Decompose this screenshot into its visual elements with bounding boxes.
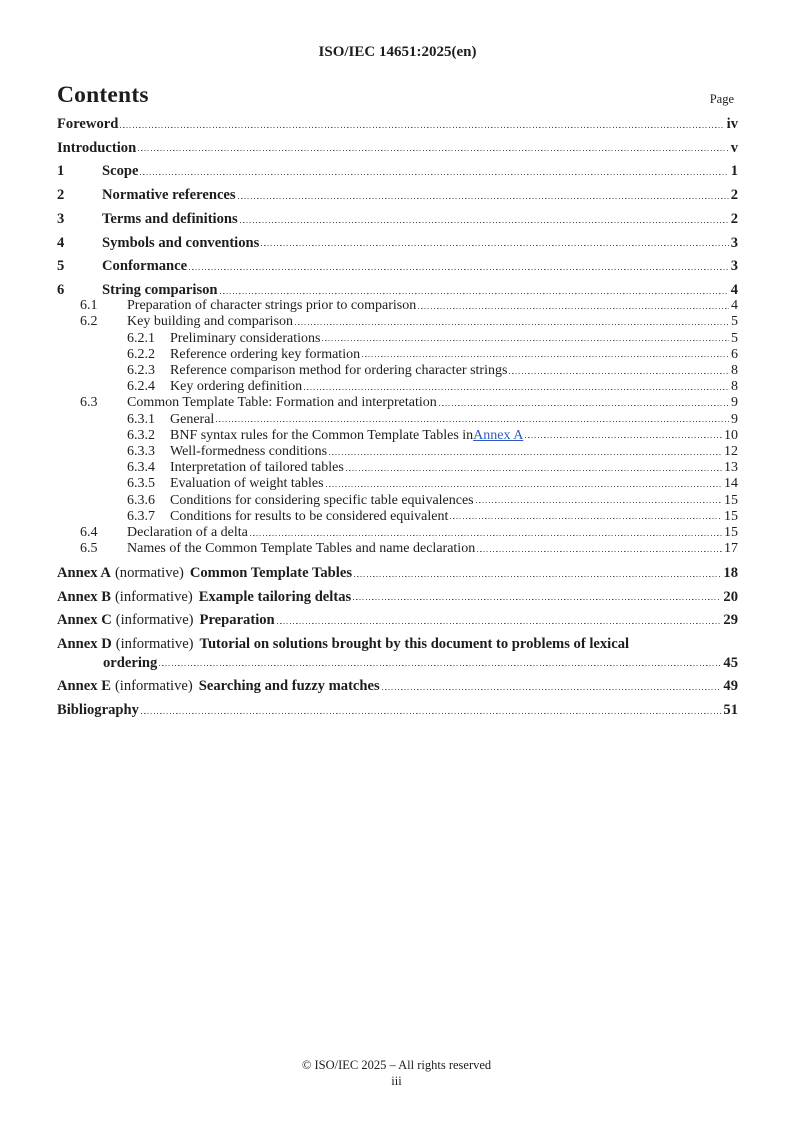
toc-entry[interactable] (57, 331, 738, 347)
toc-entry-number: 6.3.2 (127, 427, 155, 443)
toc-entry-title: Conditions for results to be considered equivalent (170, 508, 449, 524)
toc-entry-title: Interpretation of tailored tables (170, 460, 344, 476)
toc-entry-number: 6.4 (80, 524, 98, 540)
annex-label: Annex E (57, 678, 111, 695)
toc-entry-page: 12 (724, 443, 738, 459)
toc-entry-title: Preparation of character strings prior to comparison (127, 298, 417, 314)
toc-entry-number: 6.3.5 (127, 476, 155, 492)
page-footer (0, 1057, 793, 1089)
toc-entry-number: 6.3.3 (127, 443, 155, 459)
toc-entry-page: 2 (730, 187, 738, 204)
table-of-contents (57, 116, 738, 718)
toc-entry-number: 4 (57, 234, 65, 251)
toc-entry-page: 9 (731, 395, 738, 411)
toc-entry-page: 49 (723, 678, 738, 695)
toc-entry-title: Conformance (102, 258, 188, 275)
toc-entry-page: 6 (731, 346, 738, 362)
dotted-leader (240, 219, 729, 223)
toc-entry[interactable] (57, 347, 738, 363)
toc-entry-title: Names of the Common Template Tables and name declaration (127, 541, 476, 557)
dotted-leader (346, 467, 722, 471)
annex-label: Annex B (57, 588, 111, 605)
toc-entry-page: 5 (731, 314, 738, 330)
toc-entry-page: 4 (731, 298, 738, 314)
toc-entry-annex[interactable] (57, 678, 738, 694)
annex-kind-label: (informative) (114, 588, 193, 605)
dotted-leader (353, 597, 721, 601)
toc-entry[interactable] (57, 163, 738, 179)
toc-entry[interactable] (57, 282, 738, 298)
toc-entry-page: 45 (723, 654, 738, 671)
toc-entry[interactable] (57, 412, 738, 428)
dotted-leader (477, 548, 722, 552)
toc-entry-title: Preparation (199, 612, 275, 629)
toc-entry-page: 9 (731, 411, 738, 427)
toc-entry-title: Terms and definitions (102, 210, 238, 227)
annex-kind-label: (normative) (114, 564, 184, 581)
toc-entry-page: 1 (730, 163, 738, 180)
toc-entry-annex-continuation[interactable] (57, 655, 738, 671)
dotted-leader (141, 710, 721, 714)
toc-entry-title: Introduction (57, 139, 137, 156)
toc-entry-number: 6.2.3 (127, 362, 155, 378)
toc-entry-title: Symbols and conventions (102, 234, 260, 251)
toc-entry[interactable] (57, 298, 738, 314)
contents-heading: Contents (57, 82, 149, 108)
toc-entry-page: 17 (724, 541, 738, 557)
toc-entry-annex[interactable] (57, 589, 738, 605)
dotted-leader (159, 663, 721, 667)
toc-entry-title: Reference ordering key formation (170, 346, 361, 362)
toc-entry-title: General (170, 411, 215, 427)
toc-entry[interactable] (57, 476, 738, 492)
toc-entry[interactable] (57, 444, 738, 460)
dotted-leader (509, 370, 729, 374)
dotted-leader (120, 124, 724, 128)
toc-entry-page: 10 (724, 427, 738, 443)
toc-entry-title: Common Template Tables (189, 564, 353, 581)
dotted-leader (140, 171, 728, 175)
toc-entry-number: 6.2.2 (127, 346, 155, 362)
toc-entry-number: 6.1 (80, 298, 98, 314)
toc-entry-page: 15 (724, 524, 738, 540)
toc-entry-number: 2 (57, 187, 65, 204)
toc-entry-number: 6.3.7 (127, 508, 155, 524)
toc-entry-title: Well-formedness conditions (170, 443, 328, 459)
toc-entry-page: 15 (724, 492, 738, 508)
toc-entry-number: 6 (57, 281, 65, 298)
dotted-leader (189, 266, 729, 270)
dotted-leader (362, 354, 729, 358)
toc-entry-number: 1 (57, 163, 65, 180)
dotted-leader (354, 573, 721, 577)
toc-entry-title: Conditions for considering specific table equivalences (170, 492, 474, 508)
toc-entry-title: Evaluation of weight tables (170, 476, 324, 492)
toc-entry[interactable] (57, 314, 738, 330)
page-column-label: Page (709, 92, 734, 106)
dotted-leader (322, 338, 729, 342)
toc-entry-number: 6.3.4 (127, 460, 155, 476)
toc-entry[interactable] (57, 363, 738, 379)
toc-entry[interactable] (57, 258, 738, 274)
toc-entry-number: 6.2 (80, 314, 98, 330)
toc-entry-title: Declaration of a delta (127, 524, 248, 540)
toc-entry-number: 6.2.1 (127, 330, 155, 346)
toc-entry-page: 15 (724, 508, 738, 524)
annex-kind-label: (informative) (115, 635, 194, 652)
toc-entry-page: 8 (731, 379, 738, 395)
toc-entry-title: Tutorial on solutions brought by this document to problems of lexical (199, 635, 630, 652)
toc-entry-title: Scope (102, 163, 139, 180)
dotted-leader (304, 386, 729, 390)
copyright-notice: © ISO/IEC 2025 – All rights reserved (301, 1058, 492, 1072)
toc-entry-page: 14 (724, 476, 738, 492)
toc-entry-annex[interactable] (57, 565, 738, 581)
toc-entry[interactable] (57, 211, 738, 227)
toc-entry-number: 6.3.1 (127, 411, 155, 427)
dotted-leader (326, 483, 722, 487)
toc-entry[interactable] (57, 395, 738, 411)
annex-label: Annex C (57, 612, 112, 629)
annex-kind-label: (informative) (115, 612, 194, 629)
dotted-leader (216, 419, 729, 423)
dotted-leader (295, 321, 729, 325)
dotted-leader (261, 243, 728, 247)
toc-entry[interactable] (57, 428, 738, 444)
toc-entry-title: Foreword (57, 116, 119, 132)
toc-entry-page: 13 (724, 460, 738, 476)
toc-entry[interactable] (57, 509, 738, 525)
dotted-leader (138, 148, 728, 152)
toc-entry-page: 8 (731, 362, 738, 378)
dotted-leader (450, 516, 722, 520)
toc-entry-page: 20 (723, 588, 738, 605)
toc-entry-title: Searching and fuzzy matches (198, 678, 380, 695)
toc-entry[interactable] (57, 116, 738, 132)
toc-entry[interactable] (57, 187, 738, 203)
toc-entry-title-continuation: ordering (103, 654, 158, 671)
toc-entry[interactable] (57, 493, 738, 509)
dotted-leader (329, 451, 722, 455)
toc-entry-page: 29 (723, 612, 738, 629)
dotted-leader (220, 290, 729, 294)
contents-header-row (57, 80, 738, 108)
toc-entry-title: Key building and comparison (127, 314, 294, 330)
toc-entry-title: String comparison (102, 281, 218, 298)
toc-entry[interactable] (57, 702, 738, 718)
toc-entry[interactable] (57, 379, 738, 395)
dotted-leader (418, 305, 729, 309)
toc-entry-number: 6.3 (80, 395, 98, 411)
toc-entry[interactable] (57, 235, 738, 251)
dotted-leader (476, 500, 722, 504)
toc-entry-number: 6.2.4 (127, 379, 155, 395)
toc-entry[interactable] (57, 541, 738, 557)
dotted-leader (439, 402, 729, 406)
toc-entry-annex[interactable] (57, 636, 738, 652)
toc-entry-number: 6.5 (80, 541, 98, 557)
toc-entry-page: 5 (731, 330, 738, 346)
toc-entry-title: Common Template Table: Formation and interpretation (127, 395, 437, 411)
toc-entry-page: 3 (730, 258, 738, 275)
document-identifier: ISO/IEC 14651:2025(en) (318, 44, 477, 60)
dotted-leader (238, 195, 729, 199)
dotted-leader (250, 532, 722, 536)
toc-entry-title: Example tailoring deltas (198, 588, 352, 605)
toc-entry-title: Reference comparison method for ordering character strings (170, 362, 508, 378)
toc-entry-title: Normative references (102, 187, 236, 204)
toc-entry-title: Bibliography (57, 702, 139, 719)
annex-a-link[interactable]: Annex A (473, 427, 524, 443)
toc-entry-page: iv (726, 116, 738, 132)
toc-entry-page: 3 (730, 234, 738, 251)
dotted-leader (525, 435, 722, 439)
toc-entry-title: Key ordering definition (170, 379, 303, 395)
toc-entry-page: 18 (723, 564, 738, 581)
toc-entry[interactable] (57, 460, 738, 476)
toc-entry-page: v (730, 139, 738, 156)
toc-entry-title: Preliminary considerations (170, 330, 321, 346)
dotted-leader (277, 620, 722, 624)
annex-label: Annex A (57, 564, 111, 581)
annex-label: Annex D (57, 635, 112, 652)
toc-entry-number: 5 (57, 258, 65, 275)
toc-entry[interactable] (57, 525, 738, 541)
toc-entry[interactable] (57, 140, 738, 156)
toc-entry-annex[interactable] (57, 612, 738, 628)
toc-entry-page: 2 (730, 210, 738, 227)
toc-entry-title: BNF syntax rules for the Common Template Tables in (170, 427, 474, 443)
annex-kind-label: (informative) (114, 678, 193, 695)
folio-page-number: iii (391, 1074, 402, 1088)
toc-entry-page: 4 (730, 281, 738, 298)
dotted-leader (382, 686, 722, 690)
toc-entry-number: 6.3.6 (127, 492, 155, 508)
toc-entry-page: 51 (723, 702, 738, 719)
toc-entry-number: 3 (57, 210, 65, 227)
